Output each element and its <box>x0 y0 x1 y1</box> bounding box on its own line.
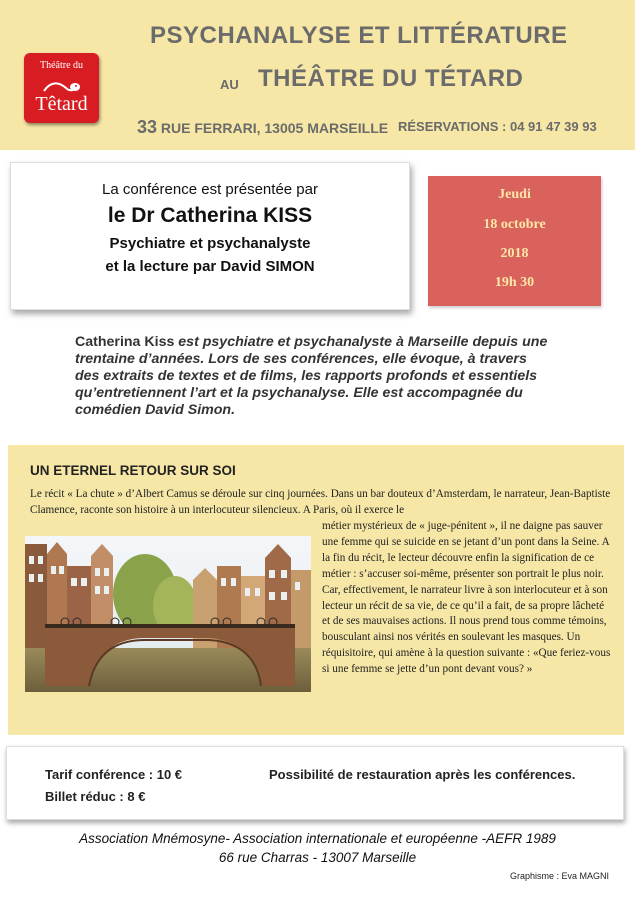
theatre-logo <box>24 53 99 123</box>
article-section <box>8 445 624 735</box>
date-day: Jeudi <box>498 187 531 202</box>
graphic-credit: Graphisme : Eva MAGNI <box>510 871 610 881</box>
presenter-box <box>10 162 410 310</box>
reservations-phone: RÉSERVATIONS : 04 91 47 39 93 <box>398 119 597 134</box>
date-time: 19h 30 <box>494 275 535 290</box>
date-year: 2018 <box>500 246 529 261</box>
header-banner <box>0 0 635 150</box>
restauration-note: Possibilité de restauration après les conférences. <box>269 767 576 782</box>
tarif-price: Tarif conférence : 10 € <box>45 767 183 782</box>
address-number: 33 <box>137 117 158 137</box>
pricing-box <box>6 746 624 820</box>
date-box <box>428 176 601 306</box>
presenter-lecture: et la lecture par David SIMON <box>105 258 315 275</box>
presenter-name: le Dr Catherina KISS <box>107 204 313 227</box>
presenter-intro: La conférence est présentée par <box>102 181 318 198</box>
address-street: RUE FERRARI, 13005 MARSEILLE <box>157 120 389 136</box>
date-date: 18 octobre <box>483 217 546 232</box>
main-title: PSYCHANALYSE ET LITTÉRATURE <box>150 22 568 49</box>
article-title: UN ETERNEL RETOUR SUR SOI <box>30 463 236 478</box>
title-au: AU <box>220 77 239 92</box>
article-paragraph-top: Le récit « La chute » d’Albert Camus se déroule sur cinq journées. Dans un bar douteux d’Amsterdam, le narrateur, Jean-Baptiste Clamence, raconte son histoire à un interlocuteur silencieux. A Paris, où il exerce le <box>30 488 611 516</box>
presenter-role: Psychiatre et psychanalyste <box>109 235 311 252</box>
footer-address: 66 rue Charras - 13007 Marseille <box>218 850 417 865</box>
reduced-price: Billet réduc : 8 € <box>45 789 146 804</box>
logo-line1: Théâtre du <box>39 60 84 71</box>
intro-lead: Catherina Kiss <box>75 334 179 350</box>
footer <box>0 829 635 867</box>
article-paragraph-side: métier mystérieux de « juge-pénitent », il ne daigne pas sauver une femme qui se suicide en se jetant d’un pont dans la Seine. A la fin du récit, le lecteur découvre enfin la signification de ce métier : s’accuser soi-même, présenter son portrait le plus noir. Car, effectivement, le narrateur livre à son interlocuteur et à son lecteur un récit de sa vie, de ce qu’il a fait, de sa propre lâcheté et de ses mauvaises actions. Il nous prend tous comme témoins, bousculant ainsi nos vérités en soulevant les masques. Un réquisitoire, qui amène à la question suivante : «Que feriez-vous si une femme se jette d’un pont devant vous? » <box>322 520 611 676</box>
address <box>137 117 388 138</box>
theatre-title: THÉÂTRE DU TÉTARD <box>258 65 524 92</box>
intro-paragraph <box>75 334 550 419</box>
amsterdam-canal-photo <box>25 536 311 692</box>
canal-bridge-illustration <box>25 536 311 692</box>
intro-body: est psychiatre et psychanalyste à Marseille depuis une trentaine d’années. Lors de ses conférences, elle évoque, à travers des extraits de textes et de films, les rapports profonds et essentiels qu’entretiennent l’art et la psychanalyse. Elle est accompagnée du comédien David Simon. <box>75 334 548 418</box>
footer-association: Association Mnémosyne- Association internationale et européenne -AEFR 1989 <box>79 831 556 846</box>
logo-line2: Têtard <box>35 93 88 115</box>
